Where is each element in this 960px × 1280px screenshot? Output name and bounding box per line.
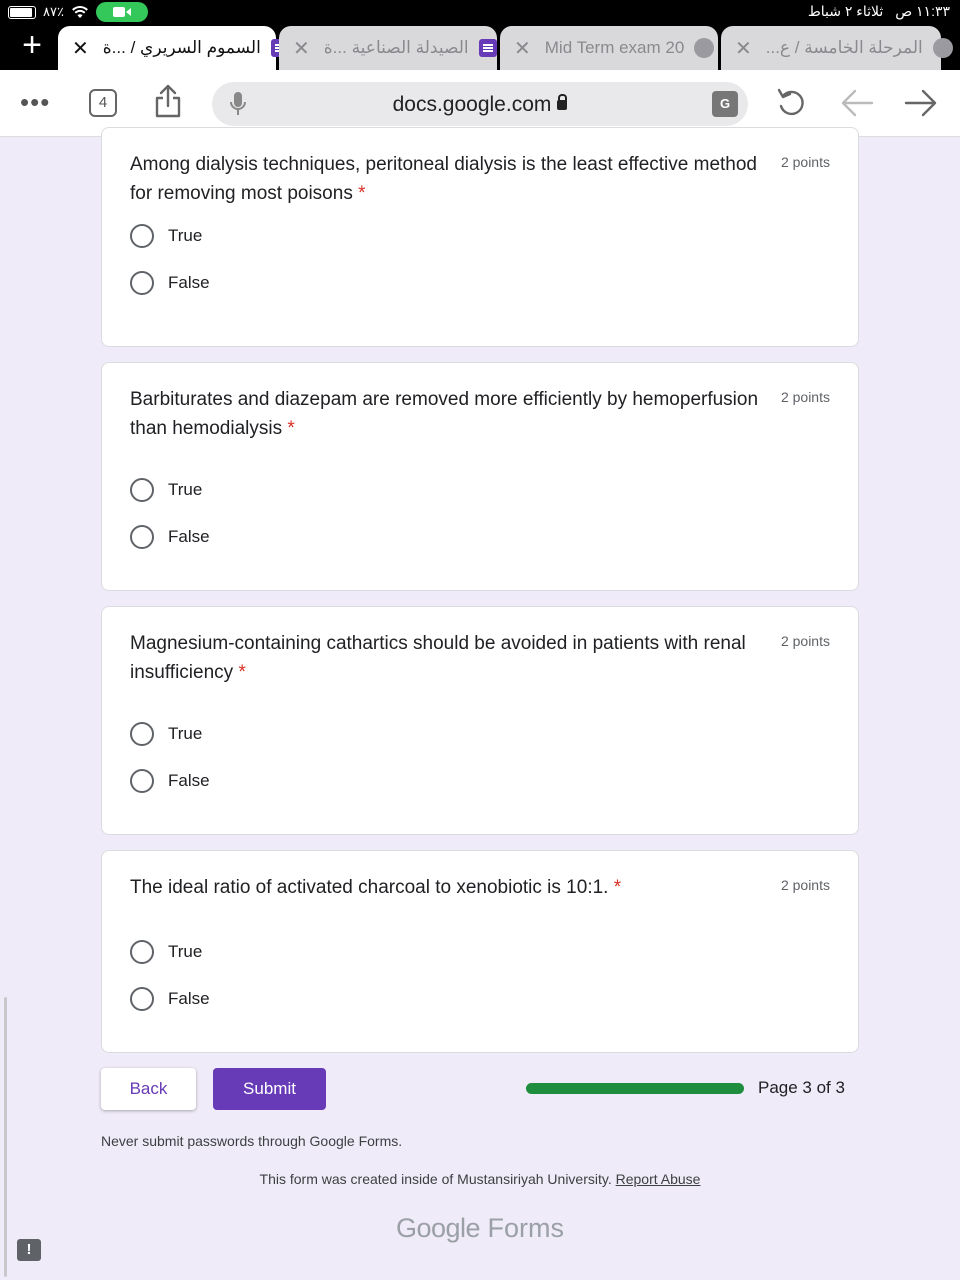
option-label: False	[168, 527, 210, 546]
tab-mid-term-exam[interactable]	[500, 26, 718, 70]
submit-button[interactable]: Submit	[213, 1068, 326, 1110]
footer-disclaimer	[0, 1171, 960, 1187]
question-label: Barbiturates and diazepam are removed more efficiently by hemoperfusion than hemodialysis	[130, 389, 759, 439]
globe-icon	[694, 38, 714, 58]
back-arrow-icon[interactable]	[840, 88, 874, 118]
tab-industrial-pharmacy[interactable]	[279, 26, 497, 70]
question-label: Magnesium-containing cathartics should be avoided in patients with renal insufficiency	[130, 633, 746, 683]
browser-top-bar	[0, 0, 960, 70]
page-indicator: Page 3 of 3	[758, 1078, 845, 1097]
option-label: True	[168, 480, 203, 499]
option-false[interactable]	[130, 987, 210, 1011]
report-abuse-link[interactable]: Report Abuse	[615, 1171, 701, 1187]
forms-icon	[479, 39, 497, 57]
feedback-icon[interactable]: !	[17, 1239, 41, 1261]
progress-bar	[526, 1083, 744, 1094]
close-tab-icon[interactable]: ✕	[72, 37, 89, 60]
reload-icon[interactable]	[776, 86, 806, 120]
url-text: docs.google.com	[392, 93, 552, 116]
status-clock	[808, 3, 950, 20]
created-text: This form was created inside of Mustansiriyah University.	[259, 1171, 612, 1187]
brand-google: Google	[395, 1213, 481, 1243]
question-label: The ideal ratio of activated charcoal to xenobiotic is 10:1.	[130, 877, 609, 898]
radio-button[interactable]	[130, 940, 154, 964]
url-display[interactable]	[212, 93, 748, 117]
tab-strip	[0, 24, 960, 70]
option-true[interactable]	[130, 224, 202, 248]
tab-title: Mid Term exam 20	[544, 38, 685, 57]
required-marker: *	[613, 877, 622, 898]
question-points: 2 points	[780, 633, 830, 649]
password-warning: Never submit passwords through Google Forms.	[101, 1133, 403, 1149]
question-points: 2 points	[780, 389, 830, 405]
question-label: Among dialysis techniques, peritoneal dialysis is the least effective method for removing most poisons	[130, 154, 757, 204]
google-forms-logo[interactable]	[0, 1213, 960, 1244]
question-card	[101, 606, 859, 835]
brand-forms: Forms	[487, 1213, 565, 1243]
option-label: False	[168, 989, 210, 1008]
progress-fill	[526, 1083, 744, 1094]
form-content	[0, 137, 960, 1280]
question-card	[101, 127, 859, 347]
tab-clinical-toxicology[interactable]	[58, 26, 276, 70]
back-button[interactable]: Back	[101, 1068, 196, 1110]
question-text	[130, 150, 770, 208]
option-label: True	[168, 942, 203, 961]
radio-button[interactable]	[130, 987, 154, 1011]
option-label: True	[168, 226, 203, 245]
question-card	[101, 850, 859, 1053]
question-text	[130, 385, 770, 443]
share-icon[interactable]	[154, 84, 182, 118]
more-menu-icon[interactable]: •••	[20, 87, 51, 117]
option-true[interactable]	[130, 940, 202, 964]
radio-button[interactable]	[130, 224, 154, 248]
wifi-icon	[71, 5, 89, 19]
translate-icon[interactable]: G	[712, 91, 738, 117]
required-marker: *	[358, 183, 366, 204]
status-bar	[0, 0, 960, 24]
tab-title: السموم السريري / ...ة	[102, 38, 261, 57]
radio-button[interactable]	[130, 722, 154, 746]
close-tab-icon[interactable]: ✕	[735, 37, 752, 60]
radio-button[interactable]	[130, 769, 154, 793]
close-tab-icon[interactable]: ✕	[514, 37, 531, 60]
tab-count-button[interactable]: 4	[89, 89, 117, 117]
question-card	[101, 362, 859, 591]
forward-arrow-icon[interactable]	[904, 88, 938, 118]
radio-button[interactable]	[130, 478, 154, 502]
option-false[interactable]	[130, 271, 210, 295]
question-text	[130, 873, 770, 902]
tab-title: المرحلة الخامسة / ع...	[765, 38, 923, 57]
option-label: False	[168, 273, 210, 292]
status-indicators	[8, 2, 148, 22]
required-marker: *	[238, 662, 246, 683]
option-false[interactable]	[130, 769, 210, 793]
option-true[interactable]	[130, 478, 202, 502]
video-call-icon	[113, 6, 131, 18]
tab-title: الصيدلة الصناعية ...ة	[323, 38, 469, 57]
question-points: 2 points	[780, 154, 830, 170]
active-call-indicator[interactable]	[96, 2, 148, 22]
radio-button[interactable]	[130, 271, 154, 295]
option-label: False	[168, 771, 210, 790]
globe-icon	[933, 38, 953, 58]
new-tab-button[interactable]: +	[22, 26, 42, 64]
question-points: 2 points	[780, 877, 830, 893]
lock-icon	[557, 100, 567, 110]
tab-fifth-stage[interactable]	[721, 26, 941, 70]
option-true[interactable]	[130, 722, 202, 746]
question-text	[130, 629, 770, 687]
status-time: ١١:٣٣ ص	[895, 3, 950, 19]
radio-button[interactable]	[130, 525, 154, 549]
required-marker: *	[287, 418, 295, 439]
battery-icon	[8, 6, 36, 19]
scrollbar[interactable]	[4, 997, 7, 1277]
battery-percentage: ٨٧٪	[43, 4, 64, 19]
close-tab-icon[interactable]: ✕	[293, 37, 310, 60]
option-false[interactable]	[130, 525, 210, 549]
status-date: ثلاثاء ٢ شباط	[807, 3, 884, 19]
option-label: True	[168, 724, 203, 743]
address-bar[interactable]	[212, 82, 748, 126]
